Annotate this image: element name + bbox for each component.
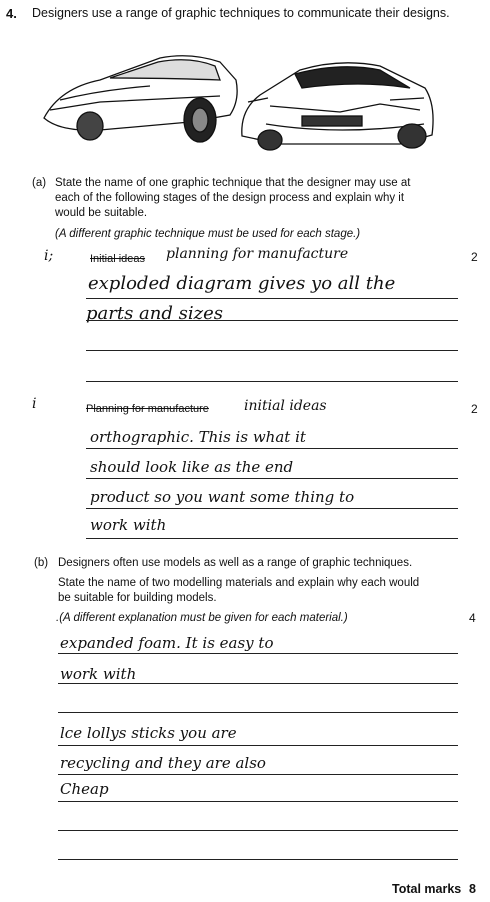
car-sketch-right [242,63,433,150]
answer-rule [86,350,458,351]
item2-tick: i [32,396,37,412]
answer-rule [58,683,458,684]
part-b-label: (b) [34,557,49,569]
part-b-line-1: State the name of two modelling materials and explain why each would [58,577,420,589]
part-a-line-1: State the name of one graphic technique that the designer may use at [55,177,411,189]
part-b-answer2-line-1: lce lollys sticks you are [60,724,237,742]
part-a-instruction: (A different graphic technique must be used for each stage.) [55,228,361,240]
item2-mark: 2 [471,402,478,416]
car-sketch-left [44,56,237,142]
item1-answer-line-1: exploded diagram gives yo all the [88,273,396,294]
answer-rule [86,448,458,449]
answer-rule [86,538,458,539]
answer-rule [86,381,458,382]
car-illustrations [40,40,440,155]
total-marks-label: Total marks [392,882,462,896]
answer-rule [58,801,458,802]
total-marks-value: 8 [469,882,476,896]
answer-rule [86,508,458,509]
part-b-answer2-line-2: recycling and they are also [60,754,266,772]
part-b-text: Designers often use models as well as a range of graphic techniques. [58,557,413,569]
item2-stage-struck: Planning for manufacture [86,403,209,415]
part-b-mark: 4 [469,611,476,625]
answer-rule [58,830,458,831]
question-number: 4. [6,6,17,21]
item2-answer-line-4: work with [90,516,167,534]
answer-rule [58,774,458,775]
item1-answer-line-2: parts and sizes [86,303,223,324]
item1-stage-struck: Initial ideas [90,253,146,265]
item2-answer-line-1: orthographic. This is what it [90,428,306,446]
part-a-line-3: would be suitable. [55,207,148,219]
part-b-answer1-line-2: work with [60,665,137,683]
answer-rule [58,745,458,746]
part-b-instruction: .(A different explanation must be given for each material.) [56,612,348,624]
answer-rule [86,320,458,321]
item2-answer-line-3: product so you want some thing to [90,488,355,506]
answer-rule [86,478,458,479]
item2-stage-handwritten: initial ideas [244,398,327,414]
item1-mark: 2 [471,250,478,264]
part-a-line-2: each of the following stages of the design process and explain why it [55,192,405,204]
part-a-label: (a) [32,177,47,189]
answer-rule [58,653,458,654]
answer-rule [58,859,458,860]
answer-rule [86,298,458,299]
question-text: Designers use a range of graphic techniques to communicate their designs. [32,6,450,20]
part-b-answer1-line-1: expanded foam. It is easy to [60,634,274,652]
part-b-answer2-line-3: Cheap [60,780,109,798]
item1-stage-handwritten: planning for manufacture [166,246,349,262]
item1-tick: i; [44,248,54,264]
item2-answer-line-2: should look like as the end [90,458,294,476]
part-b-line-2: be suitable for building models. [58,592,217,604]
answer-rule [58,712,458,713]
